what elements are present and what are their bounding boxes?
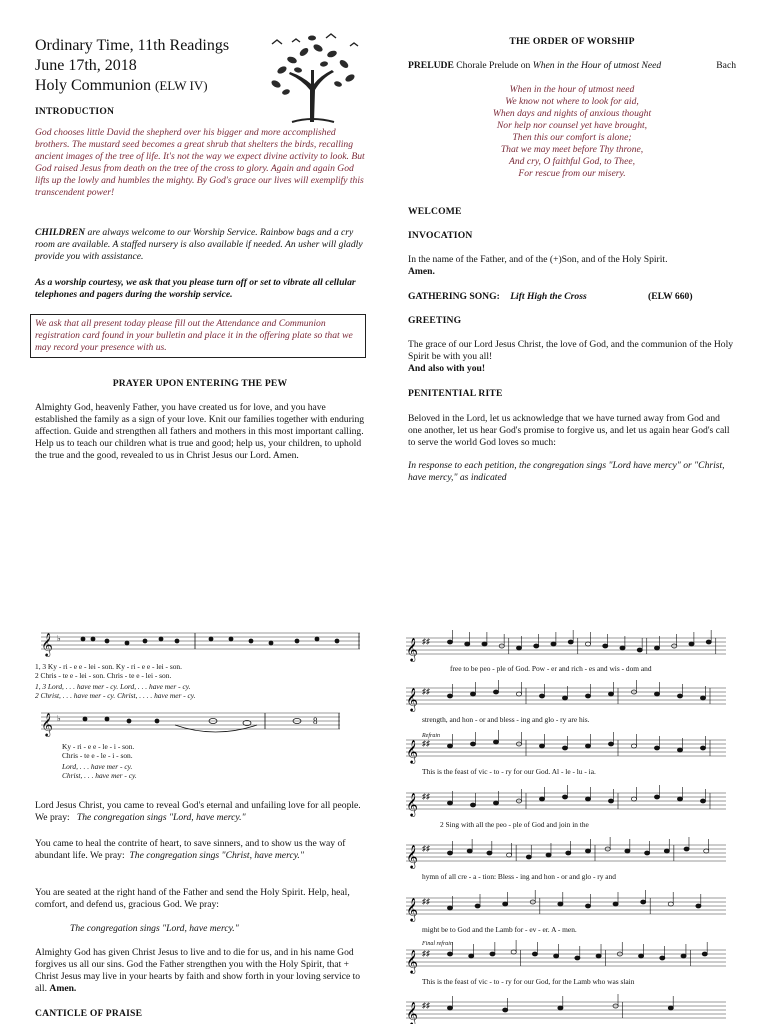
kyrie-petition-3: You are seated at the right hand of the Father and send the Holy Spirit. Help, heal, comfort, and defend us, gracious God. We pray: bbox=[35, 887, 350, 910]
final-refrain-label: Final refrain bbox=[422, 941, 453, 947]
attendance-box: We ask that all present today please fill out the Attendance and Communion registration card found in your bulletin and place it in the offering plate so that we may record your presence with us. bbox=[30, 314, 366, 358]
svg-text:♯♯: ♯♯ bbox=[422, 637, 430, 646]
penitential-rubric: In response to each petition, the congregation sings "Lord have mercy" or "Christ, have mercy," as indicated bbox=[408, 460, 725, 483]
poem-line: When in the hour of utmost need bbox=[509, 84, 635, 95]
invocation-amen: Amen. bbox=[408, 266, 435, 277]
order-of-worship-heading: THE ORDER OF WORSHIP bbox=[509, 36, 635, 47]
gathering-number: (ELW 660) bbox=[648, 291, 693, 302]
poem-line: And cry, O faithful God, to Thee, bbox=[508, 156, 636, 167]
prelude-line: PRELUDE Chorale Prelude on When in the Hour of utmost Need Bach bbox=[408, 60, 736, 71]
greeting-text: The grace of our Lord Jesus Christ, the love of God, and the communion of the Holy Spirit be with you all! bbox=[408, 339, 734, 362]
svg-text:♯♯: ♯♯ bbox=[422, 949, 430, 958]
lyric-line: 2 Christ, . . . have mer - cy. Christ, . . . . have mer - cy. bbox=[35, 691, 196, 700]
lyric-line: free to be peo - ple of God. Pow - er and rich - es and wis - dom and bbox=[450, 664, 652, 673]
svg-text:♯♯: ♯♯ bbox=[422, 844, 430, 853]
svg-text:𝄞: 𝄞 bbox=[406, 741, 418, 763]
svg-text:8: 8 bbox=[313, 716, 318, 726]
bulletin-title bbox=[35, 36, 255, 96]
prelude-poem bbox=[408, 84, 736, 180]
lyric-line: Lord, . . . have mer - cy. bbox=[62, 762, 133, 771]
lyric-line: Christ, . . . have mer - cy. bbox=[62, 771, 137, 780]
poem-line: When days and nights of anxious thought bbox=[492, 108, 652, 119]
poem-line: Then this our comfort is alone; bbox=[512, 132, 632, 143]
title-line-1: Ordinary Time, 11th Readings bbox=[35, 37, 230, 54]
lyric-line: This is the feast of vic - to - ry for our God, for the Lamb who was slain bbox=[422, 977, 635, 986]
svg-text:𝄞: 𝄞 bbox=[406, 689, 418, 711]
greeting-heading: GREETING bbox=[408, 315, 462, 326]
lyric-line: hymn of all cre - a - tion: Bless - ing and hon - or and glo - ry and bbox=[422, 872, 616, 881]
penitential-text: Beloved in the Lord, let us acknowledge that we have turned away from God and one another, let us hear God's promise to forgive us, and let us again hear God's call to serve the world God loves so much: bbox=[408, 413, 730, 448]
tree-of-life-illustration bbox=[262, 30, 362, 126]
prayer-text: Almighty God, heavenly Father, you have created us for love, and you have established the family as a sign of your love. Knit our families together with enduring affection. Guide and strengthen all fathers and mothers in this most important calling. Help us to teach our children what is true and good; help us, your children, to uphold the true and the good, revealed to us in Christ Jesus our Lord. Amen. bbox=[35, 402, 365, 461]
svg-text:𝄞: 𝄞 bbox=[406, 846, 418, 868]
greeting-response: And also with you! bbox=[408, 363, 486, 374]
kyrie-petition-1: Lord Jesus Christ, you came to reveal God's eternal and unfailing love for all people. We pray: The congregation sings "Lord, have mercy." bbox=[35, 800, 361, 823]
svg-text:𝄞: 𝄞 bbox=[406, 1003, 418, 1024]
svg-text:♯♯: ♯♯ bbox=[422, 897, 430, 906]
feast-lyrics bbox=[400, 630, 740, 1024]
poem-line: For rescue from our misery. bbox=[518, 168, 626, 179]
welcome-heading: WELCOME bbox=[408, 206, 462, 217]
gathering-label: GATHERING SONG: bbox=[408, 291, 500, 302]
svg-text:♭: ♭ bbox=[57, 634, 61, 643]
lyric-line: 2 Chris - te e - lei - son. Chris - te e - lei - son. bbox=[35, 671, 172, 680]
lyric-line: Ky - ri - e e - le - i - son. bbox=[62, 742, 135, 751]
lyric-line: strength, and hon - or and bless - ing and glo - ry are his. bbox=[422, 715, 590, 724]
invocation-text: In the name of the Father, and of the (+)Son, and of the Holy Spirit. bbox=[408, 254, 668, 265]
svg-text:♭: ♭ bbox=[57, 714, 61, 723]
lyric-line: 1, 3 Lord, . . . have mer - cy. Lord, . . . have mer - cy. bbox=[35, 682, 191, 691]
lyric-line: 1, 3 Ky - ri - e e - lei - son. Ky - ri - e e - lei - son. bbox=[35, 662, 182, 671]
svg-text:𝄞: 𝄞 bbox=[41, 714, 53, 736]
kyrie-petition-2: You came to heal the contrite of heart, to save sinners, and to show us the way of abundant life. We pray: The congregation sings "Christ, have mercy." bbox=[35, 838, 346, 861]
kyrie-petition-3-rubric: The congregation sings "Lord, have mercy." bbox=[70, 923, 239, 934]
poem-line: Nor help nor counsel yet have brought, bbox=[496, 120, 648, 131]
prayer-heading: PRAYER UPON ENTERING THE PEW bbox=[112, 378, 288, 389]
lyric-line: 2 Sing with all the peo - ple of God and join in the bbox=[440, 820, 589, 829]
poem-line: We know not where to look for aid, bbox=[505, 96, 639, 107]
svg-text:♯♯: ♯♯ bbox=[422, 687, 430, 696]
introduction-heading: INTRODUCTION bbox=[35, 106, 115, 117]
svg-text:𝄞: 𝄞 bbox=[406, 951, 418, 973]
prelude-title: When in the Hour of utmost Need bbox=[532, 60, 662, 71]
title-line-2: June 17th, 2018 bbox=[35, 57, 137, 74]
svg-text:♯♯: ♯♯ bbox=[422, 739, 430, 748]
canticle-heading: CANTICLE OF PRAISE bbox=[35, 1008, 143, 1019]
children-notice: CHILDREN are always welcome to our Worship Service. Rainbow bags and a cry room are available. A staffed nursery is also available if needed. An usher will gladly provide you with assistance. bbox=[35, 227, 363, 262]
kyrie-lyrics-row-2 bbox=[62, 742, 362, 782]
kyrie-lyrics-row-1 bbox=[35, 662, 365, 702]
svg-text:𝄞: 𝄞 bbox=[41, 634, 53, 656]
poem-line: That we may meet before Thy throne, bbox=[500, 144, 644, 155]
title-line-3: Holy Communion (ELW IV) bbox=[35, 77, 208, 94]
invocation-heading: INVOCATION bbox=[408, 230, 473, 241]
lyric-line: might be to God and the Lamb for - ev - er. A - men. bbox=[422, 925, 577, 934]
worship-courtesy: As a worship courtesy, we ask that you please turn off or set to vibrate all cellular telephones and pagers during the worship service. bbox=[35, 277, 356, 300]
svg-text:𝄞: 𝄞 bbox=[406, 899, 418, 921]
svg-text:♯♯: ♯♯ bbox=[422, 1001, 430, 1010]
svg-text:𝄞: 𝄞 bbox=[406, 794, 418, 816]
svg-text:♯♯: ♯♯ bbox=[422, 792, 430, 801]
absolution-text: Almighty God has given Christ Jesus to live and to die for us, and in his name God forgives us all our sins. God the Father strengthen you with the Holy Spirit, that + Christ Jesus may live in your hearts by faith and show forth in your loving service to all. Amen. bbox=[35, 947, 361, 994]
refrain-label: Refrain bbox=[422, 733, 440, 739]
penitential-heading: PENITENTIAL RITE bbox=[408, 388, 503, 399]
gathering-title: Lift High the Cross bbox=[510, 291, 587, 302]
lyric-line: This is the feast of vic - to - ry for our God. Al - le - lu - ia. bbox=[422, 767, 596, 776]
lyric-line: Chris - te e - le - i - son. bbox=[62, 751, 133, 760]
prelude-label: PRELUDE bbox=[408, 60, 454, 71]
svg-text:𝄞: 𝄞 bbox=[406, 639, 418, 661]
introduction-text: God chooses little David the shepherd over his bigger and more accomplished brothers. The mustard seed becomes a great shrub that shelters the birds, recalling ancient images of the tree of life. It's not the way we expect divine activity to look. But God raised Jesus from death on the tree of the cross to glory. Again and again God lifts up the lowly and humbles the mighty. By God's grace our lives will exemplify this transcendent power! bbox=[35, 127, 365, 198]
prelude-composer: Bach bbox=[716, 60, 736, 71]
children-label: CHILDREN bbox=[35, 227, 86, 238]
gathering-song-line bbox=[408, 291, 736, 303]
